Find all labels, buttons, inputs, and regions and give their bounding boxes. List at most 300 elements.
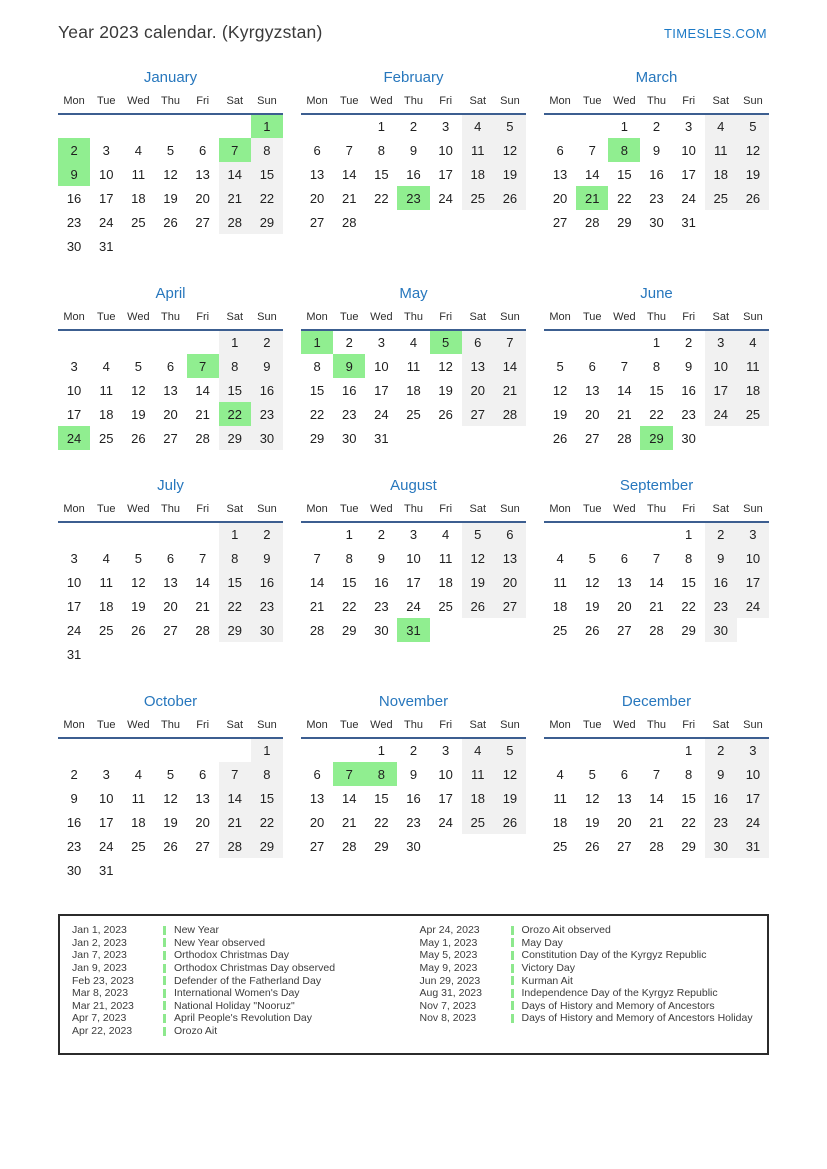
legend-entry bbox=[66, 1012, 414, 1025]
day-cell: 19 bbox=[584, 814, 600, 830]
day-cell: 5 bbox=[588, 550, 596, 566]
day-cell: 5 bbox=[134, 550, 142, 566]
day-cell bbox=[187, 522, 219, 546]
month-october bbox=[58, 693, 283, 882]
day-cell: 6 bbox=[462, 330, 494, 354]
day-cell: 1 bbox=[620, 119, 628, 134]
day-cell: 28 bbox=[617, 430, 632, 446]
day-cell bbox=[462, 834, 494, 858]
legend-holiday-name: Kurman Ait bbox=[521, 974, 573, 987]
day-cell: 19 bbox=[438, 382, 453, 398]
day-cell: 7 bbox=[588, 142, 596, 158]
day-cell bbox=[122, 522, 154, 546]
weekday-header: Fri bbox=[430, 309, 462, 330]
legend-entry bbox=[414, 937, 762, 950]
day-cell bbox=[122, 234, 154, 258]
day-cell: 25 bbox=[406, 406, 421, 422]
weekday-header: Wed bbox=[122, 501, 154, 522]
weekday-header: Sun bbox=[251, 93, 283, 114]
day-cell: 23 bbox=[66, 214, 82, 230]
day-cell: 29 bbox=[341, 622, 357, 638]
day-cell: 10 bbox=[737, 546, 769, 570]
page-title: Year 2023 calendar. (Kyrgyzstan) bbox=[58, 22, 323, 42]
day-cell: 25 bbox=[552, 838, 568, 854]
day-cell: 10 bbox=[406, 550, 421, 566]
day-cell: 26 bbox=[494, 810, 526, 834]
day-cell: 17 bbox=[705, 378, 737, 402]
day-cell: 13 bbox=[195, 166, 210, 182]
weekday-header: Fri bbox=[673, 717, 705, 738]
weekday-header: Sun bbox=[251, 717, 283, 738]
weekday-header: Thu bbox=[154, 309, 186, 330]
day-cell bbox=[251, 858, 283, 882]
month-may bbox=[301, 285, 526, 450]
day-cell: 24 bbox=[406, 598, 421, 614]
day-cell: 8 bbox=[652, 358, 661, 374]
month-title: July bbox=[157, 477, 184, 494]
day-cell: 7 bbox=[219, 762, 251, 786]
day-cell: 8 bbox=[251, 138, 283, 162]
weekday-header: Tue bbox=[90, 717, 122, 738]
day-cell: 21 bbox=[219, 186, 251, 210]
month-table bbox=[544, 93, 769, 234]
day-cell: 16 bbox=[705, 786, 737, 810]
day-cell bbox=[301, 522, 333, 546]
day-cell bbox=[154, 858, 186, 882]
day-cell: 29 bbox=[640, 426, 672, 450]
day-cell: 6 bbox=[313, 766, 321, 782]
weekday-header: Mon bbox=[58, 717, 90, 738]
day-cell: 22 bbox=[649, 406, 664, 422]
legend-date: Apr 7, 2023 bbox=[72, 1012, 127, 1025]
day-cell: 21 bbox=[309, 598, 325, 614]
day-cell bbox=[494, 618, 526, 642]
day-cell: 6 bbox=[199, 766, 207, 782]
day-cell bbox=[90, 522, 122, 546]
legend-date: Nov 8, 2023 bbox=[419, 1012, 477, 1025]
day-cell: 5 bbox=[494, 738, 526, 762]
weekday-header: Wed bbox=[365, 93, 397, 114]
month-february bbox=[301, 69, 526, 258]
legend-holiday-name: Constitution Day of the Kyrgyz Republic bbox=[521, 949, 707, 962]
day-cell: 17 bbox=[98, 814, 114, 830]
day-cell: 5 bbox=[494, 114, 526, 138]
day-cell: 2 bbox=[705, 738, 737, 762]
day-cell: 15 bbox=[374, 790, 389, 806]
day-cell: 12 bbox=[737, 138, 769, 162]
legend-date: May 9, 2023 bbox=[419, 962, 478, 975]
weekday-header: Fri bbox=[187, 501, 219, 522]
weekday-header: Mon bbox=[544, 717, 576, 738]
day-cell bbox=[494, 834, 526, 858]
day-cell bbox=[494, 426, 526, 450]
day-cell: 8 bbox=[608, 138, 640, 162]
day-cell: 19 bbox=[131, 406, 146, 422]
day-cell: 29 bbox=[219, 426, 251, 450]
weekday-header: Thu bbox=[397, 93, 429, 114]
day-cell bbox=[251, 234, 283, 258]
day-cell: 30 bbox=[341, 430, 357, 446]
day-cell: 12 bbox=[163, 166, 178, 182]
legend-column-right bbox=[414, 924, 762, 1037]
day-cell: 11 bbox=[99, 574, 113, 590]
page-header bbox=[0, 0, 827, 43]
day-cell bbox=[544, 738, 576, 762]
holiday-marker-icon bbox=[511, 989, 514, 998]
weekday-header: Mon bbox=[544, 501, 576, 522]
day-cell: 9 bbox=[409, 766, 418, 782]
holiday-marker-icon bbox=[163, 1001, 166, 1010]
day-cell: 4 bbox=[556, 550, 564, 566]
month-title: January bbox=[143, 69, 198, 86]
day-cell: 2 bbox=[58, 138, 90, 162]
day-cell: 26 bbox=[131, 622, 146, 638]
day-cell: 9 bbox=[333, 354, 365, 378]
weekday-header: Sun bbox=[494, 501, 526, 522]
day-cell: 7 bbox=[494, 330, 526, 354]
day-cell: 11 bbox=[737, 354, 769, 378]
day-cell: 5 bbox=[430, 330, 462, 354]
day-cell: 27 bbox=[552, 214, 568, 230]
legend-holiday-name: Days of History and Memory of Ancestors bbox=[521, 999, 715, 1012]
day-cell: 21 bbox=[649, 598, 664, 614]
legend-date: Mar 8, 2023 bbox=[72, 987, 129, 1000]
weekday-header: Wed bbox=[122, 717, 154, 738]
day-cell: 15 bbox=[649, 382, 664, 398]
day-cell: 22 bbox=[251, 186, 283, 210]
weekday-header: Thu bbox=[397, 309, 429, 330]
day-cell: 20 bbox=[462, 378, 494, 402]
weekday-header: Fri bbox=[187, 717, 219, 738]
weekday-header: Sat bbox=[705, 93, 737, 114]
month-table bbox=[58, 93, 283, 258]
day-cell: 7 bbox=[620, 358, 628, 374]
day-cell: 7 bbox=[345, 142, 353, 158]
weekday-header: Thu bbox=[397, 501, 429, 522]
legend-holiday-name: May Day bbox=[521, 936, 563, 949]
legend-holiday-name: Defender of the Fatherland Day bbox=[174, 974, 322, 987]
month-september bbox=[544, 477, 769, 666]
day-cell bbox=[608, 330, 640, 354]
day-cell: 15 bbox=[251, 162, 283, 186]
weekday-header: Tue bbox=[333, 717, 365, 738]
legend-entry bbox=[66, 962, 414, 975]
day-cell: 4 bbox=[102, 550, 110, 566]
legend-date: Feb 23, 2023 bbox=[72, 974, 134, 987]
day-cell: 24 bbox=[737, 594, 769, 618]
day-cell bbox=[187, 858, 219, 882]
weekday-header: Sun bbox=[737, 501, 769, 522]
weekday-header: Sat bbox=[219, 501, 251, 522]
day-cell: 3 bbox=[685, 119, 693, 134]
day-cell: 13 bbox=[163, 382, 178, 398]
day-cell: 14 bbox=[649, 574, 664, 590]
day-cell: 3 bbox=[102, 142, 110, 158]
weekday-header: Mon bbox=[58, 501, 90, 522]
day-cell: 17 bbox=[374, 382, 389, 398]
day-cell: 26 bbox=[163, 838, 178, 854]
day-cell bbox=[219, 234, 251, 258]
day-cell: 27 bbox=[462, 402, 494, 426]
day-cell bbox=[430, 834, 462, 858]
day-cell: 22 bbox=[681, 814, 696, 830]
weekday-header: Thu bbox=[154, 93, 186, 114]
day-cell: 17 bbox=[737, 570, 769, 594]
weekday-header: Sat bbox=[462, 309, 494, 330]
day-cell: 14 bbox=[617, 382, 632, 398]
day-cell: 24 bbox=[438, 190, 453, 206]
month-table bbox=[544, 501, 769, 642]
day-cell: 19 bbox=[462, 570, 494, 594]
day-cell: 26 bbox=[552, 430, 568, 446]
day-cell: 30 bbox=[705, 834, 737, 858]
legend-holiday-name: National Holiday "Nooruz" bbox=[174, 999, 295, 1012]
weekday-header: Fri bbox=[187, 309, 219, 330]
day-cell: 11 bbox=[553, 574, 567, 590]
weekday-header: Fri bbox=[430, 501, 462, 522]
day-cell: 5 bbox=[737, 114, 769, 138]
day-cell: 22 bbox=[219, 594, 251, 618]
day-cell: 17 bbox=[737, 786, 769, 810]
month-june bbox=[544, 285, 769, 450]
day-cell: 5 bbox=[134, 358, 142, 374]
day-cell: 8 bbox=[685, 550, 693, 566]
day-cell: 23 bbox=[251, 594, 283, 618]
day-cell: 20 bbox=[617, 814, 632, 830]
holiday-marker-icon bbox=[511, 1001, 514, 1010]
day-cell bbox=[544, 330, 576, 354]
legend-entry bbox=[66, 987, 414, 1000]
day-cell: 18 bbox=[462, 786, 494, 810]
day-cell: 6 bbox=[556, 142, 564, 158]
weekday-header: Sun bbox=[251, 309, 283, 330]
day-cell: 20 bbox=[163, 406, 178, 422]
day-cell: 16 bbox=[66, 190, 82, 206]
day-cell bbox=[187, 330, 219, 354]
day-cell bbox=[251, 642, 283, 666]
day-cell bbox=[122, 114, 154, 138]
legend-date: Jan 1, 2023 bbox=[72, 924, 127, 937]
month-table bbox=[58, 309, 283, 450]
weekday-header: Tue bbox=[90, 309, 122, 330]
day-cell: 16 bbox=[374, 574, 389, 590]
day-cell: 8 bbox=[365, 762, 397, 786]
day-cell: 19 bbox=[131, 598, 146, 614]
weekday-header: Tue bbox=[576, 717, 608, 738]
day-cell: 31 bbox=[374, 430, 389, 446]
day-cell: 29 bbox=[681, 838, 696, 854]
day-cell: 26 bbox=[438, 406, 453, 422]
day-cell: 29 bbox=[309, 430, 325, 446]
day-cell: 14 bbox=[584, 166, 600, 182]
day-cell: 2 bbox=[409, 119, 418, 134]
day-cell: 1 bbox=[219, 330, 251, 354]
day-cell: 28 bbox=[219, 210, 251, 234]
day-cell bbox=[154, 114, 186, 138]
day-cell: 5 bbox=[166, 766, 175, 782]
day-cell bbox=[576, 738, 608, 762]
weekday-header: Mon bbox=[301, 93, 333, 114]
day-cell: 10 bbox=[705, 354, 737, 378]
day-cell: 18 bbox=[705, 162, 737, 186]
day-cell: 10 bbox=[98, 166, 114, 182]
day-cell bbox=[122, 858, 154, 882]
day-cell: 16 bbox=[251, 570, 283, 594]
day-cell: 10 bbox=[66, 382, 82, 398]
day-cell: 12 bbox=[494, 138, 526, 162]
day-cell: 28 bbox=[649, 622, 664, 638]
month-title: October bbox=[143, 693, 198, 710]
weekday-header: Sun bbox=[737, 309, 769, 330]
day-cell: 3 bbox=[737, 738, 769, 762]
day-cell: 20 bbox=[494, 570, 526, 594]
day-cell bbox=[90, 114, 122, 138]
day-cell: 22 bbox=[681, 598, 696, 614]
day-cell bbox=[640, 522, 672, 546]
legend-entry bbox=[66, 937, 414, 950]
legend-entry bbox=[414, 987, 762, 1000]
day-cell: 21 bbox=[219, 810, 251, 834]
day-cell: 6 bbox=[199, 142, 207, 158]
day-cell: 18 bbox=[406, 382, 421, 398]
day-cell bbox=[576, 114, 608, 138]
day-cell: 8 bbox=[313, 358, 321, 374]
day-cell: 16 bbox=[406, 166, 421, 182]
day-cell: 31 bbox=[737, 834, 769, 858]
day-cell bbox=[58, 114, 90, 138]
legend-entry bbox=[66, 1025, 414, 1038]
legend-entry bbox=[414, 924, 762, 937]
site-link[interactable]: TIMESLES.COM bbox=[663, 26, 767, 41]
weekday-header: Sat bbox=[219, 717, 251, 738]
day-cell: 25 bbox=[131, 838, 146, 854]
day-cell: 19 bbox=[494, 162, 526, 186]
day-cell: 23 bbox=[341, 406, 357, 422]
day-cell: 6 bbox=[588, 358, 596, 374]
weekday-header: Mon bbox=[544, 309, 576, 330]
weekday-header: Mon bbox=[301, 717, 333, 738]
day-cell: 4 bbox=[134, 142, 142, 158]
day-cell: 22 bbox=[374, 814, 389, 830]
legend-date: Jan 9, 2023 bbox=[72, 962, 127, 975]
day-cell: 28 bbox=[341, 838, 357, 854]
day-cell: 11 bbox=[438, 550, 453, 566]
day-cell: 31 bbox=[681, 214, 696, 230]
day-cell bbox=[737, 210, 769, 234]
legend-entry bbox=[414, 1000, 762, 1013]
day-cell: 4 bbox=[409, 335, 418, 350]
legend-entry bbox=[414, 962, 762, 975]
day-cell: 7 bbox=[219, 138, 251, 162]
day-cell: 21 bbox=[617, 406, 632, 422]
day-cell: 12 bbox=[462, 546, 494, 570]
weekday-header: Fri bbox=[673, 309, 705, 330]
day-cell: 15 bbox=[374, 166, 389, 182]
day-cell bbox=[58, 522, 90, 546]
day-cell: 27 bbox=[163, 622, 178, 638]
weekday-header: Sun bbox=[494, 309, 526, 330]
day-cell: 25 bbox=[737, 402, 769, 426]
holiday-marker-icon bbox=[163, 1014, 166, 1023]
day-cell: 25 bbox=[438, 598, 453, 614]
weekday-header: Mon bbox=[58, 93, 90, 114]
day-cell: 7 bbox=[199, 550, 207, 566]
weekday-header: Thu bbox=[154, 501, 186, 522]
day-cell: 12 bbox=[494, 762, 526, 786]
legend-holiday-name: Days of History and Memory of Ancestors Holiday bbox=[521, 1012, 753, 1025]
day-cell bbox=[154, 234, 186, 258]
day-cell: 9 bbox=[251, 546, 283, 570]
day-cell: 2 bbox=[652, 119, 661, 134]
day-cell: 6 bbox=[166, 550, 175, 566]
day-cell: 14 bbox=[341, 790, 357, 806]
day-cell: 7 bbox=[652, 766, 661, 782]
month-title: March bbox=[635, 69, 678, 86]
day-cell: 28 bbox=[649, 838, 664, 854]
day-cell: 18 bbox=[552, 598, 568, 614]
day-cell: 25 bbox=[705, 186, 737, 210]
day-cell: 27 bbox=[617, 838, 632, 854]
day-cell: 24 bbox=[374, 406, 389, 422]
day-cell: 13 bbox=[309, 166, 325, 182]
day-cell: 3 bbox=[377, 335, 385, 350]
weekday-header: Mon bbox=[58, 309, 90, 330]
day-cell bbox=[462, 426, 494, 450]
day-cell bbox=[122, 642, 154, 666]
weekday-header: Wed bbox=[122, 309, 154, 330]
day-cell: 9 bbox=[377, 550, 385, 566]
month-april bbox=[58, 285, 283, 450]
day-cell: 21 bbox=[494, 378, 526, 402]
legend-date: Aug 31, 2023 bbox=[419, 987, 482, 1000]
day-cell: 19 bbox=[584, 598, 600, 614]
day-cell: 30 bbox=[374, 622, 389, 638]
holiday-marker-icon bbox=[511, 964, 514, 973]
day-cell: 15 bbox=[251, 786, 283, 810]
day-cell: 10 bbox=[438, 766, 453, 782]
month-table bbox=[58, 717, 283, 882]
day-cell: 17 bbox=[98, 190, 114, 206]
day-cell: 29 bbox=[251, 834, 283, 858]
weekday-header: Sat bbox=[705, 501, 737, 522]
weekday-header: Sat bbox=[462, 501, 494, 522]
month-table bbox=[544, 717, 769, 858]
month-title: September bbox=[619, 477, 694, 494]
day-cell: 14 bbox=[494, 354, 526, 378]
day-cell: 20 bbox=[309, 814, 325, 830]
day-cell: 13 bbox=[617, 574, 632, 590]
holiday-marker-icon bbox=[511, 976, 514, 985]
day-cell: 14 bbox=[341, 166, 357, 182]
legend-date: Apr 24, 2023 bbox=[419, 924, 480, 937]
day-cell: 25 bbox=[131, 214, 146, 230]
day-cell: 17 bbox=[66, 406, 82, 422]
weekday-header: Sat bbox=[219, 93, 251, 114]
legend-holiday-name: Orozo Ait observed bbox=[521, 924, 611, 937]
month-november bbox=[301, 693, 526, 882]
legend-entry bbox=[414, 949, 762, 962]
weekday-header: Wed bbox=[365, 309, 397, 330]
weekday-header: Mon bbox=[301, 501, 333, 522]
day-cell: 30 bbox=[406, 838, 421, 854]
day-cell: 27 bbox=[309, 838, 325, 854]
day-cell: 23 bbox=[705, 594, 737, 618]
day-cell: 9 bbox=[58, 162, 90, 186]
month-december bbox=[544, 693, 769, 882]
weekday-header: Tue bbox=[333, 93, 365, 114]
day-cell: 10 bbox=[98, 790, 114, 806]
day-cell bbox=[187, 234, 219, 258]
